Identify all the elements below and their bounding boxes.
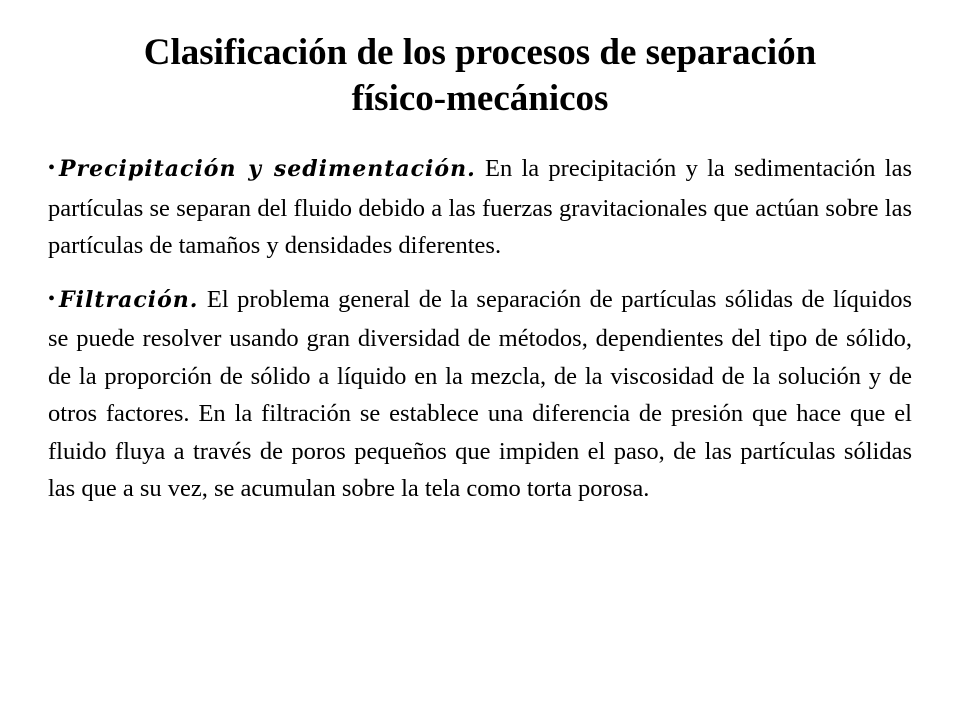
slide-title — [40, 30, 920, 122]
bullet-term: Precipitación y sedimentación. — [59, 156, 476, 182]
bullet-item-sedimentation — [48, 150, 912, 265]
bullet-text: El problema general de la separación de partículas sólidas de líquidos se puede resolver usando gran diversidad de métodos, dependientes del tipo de sólido, de la proporción de sólido a líquido en la mezcla, de la viscosidad de la solución y de otros factores. En la filtración se establece una diferencia de presión que hace que el fluido fluya a través de poros pequeños que impiden el paso, de las partículas sólidas las que a su vez, se acumulan sobre la tela como torta porosa. — [48, 285, 912, 502]
bullet-text: En la precipitación y la sedimentación las partículas se separan del fluido debido a las fuerzas gravitacionales que actúan sobre las partículas de tamaños y densidades diferentes. — [48, 155, 912, 259]
bullet-icon: • — [48, 287, 56, 310]
slide-title-line-2: físico-mecánicos — [351, 78, 609, 119]
bullet-item-filtration — [48, 281, 912, 508]
slide-title-line-1: Clasificación de los procesos de separación — [143, 32, 817, 73]
bullet-term: Filtración. — [59, 286, 199, 313]
bullet-icon: • — [48, 157, 56, 179]
slide-body — [48, 150, 912, 524]
